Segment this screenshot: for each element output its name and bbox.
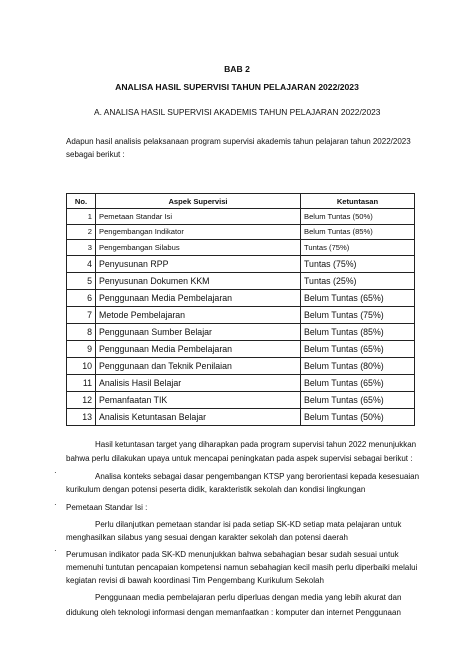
aspect-cell: Penyusunan Dokumen KKM bbox=[96, 272, 301, 289]
table-body bbox=[67, 209, 415, 426]
aspect-cell: Analisis Hasil Belajar bbox=[96, 374, 301, 391]
media-paragraph-line-2: didukung oleh teknologi informasi dengan memanfaatkan : komputer dan internet Penggunaan bbox=[66, 608, 401, 617]
aspect-cell: Penggunaan dan Teknik Penilaian bbox=[96, 357, 301, 374]
completion-cell: Tuntas (75%) bbox=[301, 240, 415, 256]
context-paragraph-line-1: Analisa konteks sebagai dasar pengembangan KTSP yang berorientasi kepada kesesuaian bbox=[95, 472, 420, 481]
mapping-paragraph-line-1: Perlu dilanjutkan pemetaan standar isi pada setiap SK-KD setiap mata pelajaran untuk bbox=[95, 520, 402, 529]
row-number: 9 bbox=[67, 340, 96, 357]
row-number: 13 bbox=[67, 408, 96, 425]
completion-cell: Belum Tuntas (50%) bbox=[301, 209, 415, 225]
row-number: 11 bbox=[67, 374, 96, 391]
completion-cell: Belum Tuntas (85%) bbox=[301, 323, 415, 340]
completion-cell: Belum Tuntas (75%) bbox=[301, 306, 415, 323]
aspect-cell: Pengembangan Silabus bbox=[96, 240, 301, 256]
completion-cell: Belum Tuntas (65%) bbox=[301, 340, 415, 357]
row-number: 4 bbox=[67, 255, 96, 272]
indicator-paragraph-line-1: Perumusan indikator pada SK-KD menunjukkan bahwa sebahagian besar sudah sesuai untuk bbox=[66, 550, 399, 559]
row-number: 8 bbox=[67, 323, 96, 340]
row-number: 5 bbox=[67, 272, 96, 289]
completion-cell: Belum Tuntas (65%) bbox=[301, 374, 415, 391]
bullet-icon: · bbox=[54, 500, 57, 509]
table-row bbox=[67, 272, 415, 289]
table-row bbox=[67, 391, 415, 408]
table-row bbox=[67, 209, 415, 225]
aspect-cell: Pemanfaatan TIK bbox=[96, 391, 301, 408]
bullet-icon: · bbox=[54, 546, 57, 555]
context-paragraph-line-2: kurikulum dengan potensi peserta didik, karakteristik sekolah dan kondisi lingkungan bbox=[66, 485, 366, 494]
table-row bbox=[67, 224, 415, 240]
supervision-table bbox=[66, 193, 415, 426]
table-row bbox=[67, 240, 415, 256]
row-number: 10 bbox=[67, 357, 96, 374]
aspect-cell: Penggunaan Sumber Belajar bbox=[96, 323, 301, 340]
media-paragraph-line-1: Penggunaan media pembelajaran perlu diperluas dengan media yang lebih akurat dan bbox=[95, 593, 402, 602]
standard-mapping-heading: Pemetaan Standar Isi : bbox=[66, 503, 148, 512]
aspect-cell: Penggunaan Media Pembelajaran bbox=[96, 289, 301, 306]
completion-cell: Belum Tuntas (85%) bbox=[301, 224, 415, 240]
row-number: 2 bbox=[67, 224, 96, 240]
aspect-cell: Analisis Ketuntasan Belajar bbox=[96, 408, 301, 425]
intro-line-2: sebagai berikut : bbox=[66, 150, 125, 159]
row-number: 3 bbox=[67, 240, 96, 256]
table-row bbox=[67, 306, 415, 323]
aspect-cell: Pengembangan Indikator bbox=[96, 224, 301, 240]
aspect-cell: Metode Pembelajaran bbox=[96, 306, 301, 323]
completion-cell: Belum Tuntas (65%) bbox=[301, 391, 415, 408]
table-row bbox=[67, 374, 415, 391]
section-title: A. ANALISA HASIL SUPERVISI AKADEMIS TAHUN PELAJARAN 2022/2023 bbox=[94, 107, 381, 117]
result-paragraph-line-2: bahwa perlu dilakukan upaya untuk mencapai peningkatan pada aspek supervisi sebagai berikut : bbox=[66, 454, 413, 463]
completion-cell: Belum Tuntas (65%) bbox=[301, 289, 415, 306]
table-row bbox=[67, 289, 415, 306]
table-row bbox=[67, 255, 415, 272]
chapter-label: BAB 2 bbox=[224, 64, 250, 74]
row-number: 6 bbox=[67, 289, 96, 306]
row-number: 1 bbox=[67, 209, 96, 225]
row-number: 12 bbox=[67, 391, 96, 408]
mapping-paragraph-line-2: menghasilkan silabus yang sesuai dengan karakter sekolah dan potensi daerah bbox=[66, 533, 348, 542]
bullet-icon: · bbox=[54, 468, 57, 477]
table-row bbox=[67, 340, 415, 357]
table-row bbox=[67, 408, 415, 425]
header-ketuntasan: Ketuntasan bbox=[301, 194, 415, 209]
completion-cell: Tuntas (75%) bbox=[301, 255, 415, 272]
aspect-cell: Pemetaan Standar Isi bbox=[96, 209, 301, 225]
chapter-title: ANALISA HASIL SUPERVISI TAHUN PELAJARAN 2022/2023 bbox=[115, 82, 359, 92]
completion-cell: Belum Tuntas (50%) bbox=[301, 408, 415, 425]
indicator-paragraph-line-3: kegiatan revisi di bawah koordinasi Tim Pengembang Kurikulum Sekolah bbox=[66, 576, 324, 585]
indicator-paragraph-line-2: memenuhi tuntutan pencapaian kompetensi namun sebahagian kecil masih perlu diperbaiki melalui bbox=[66, 563, 418, 572]
result-paragraph-line-1: Hasil ketuntasan target yang diharapkan pada program supervisi tahun 2022 menunjukkan bbox=[95, 440, 417, 449]
table-row bbox=[67, 357, 415, 374]
completion-cell: Belum Tuntas (80%) bbox=[301, 357, 415, 374]
header-no: No. bbox=[67, 194, 96, 209]
table-row bbox=[67, 323, 415, 340]
table-header-row bbox=[67, 194, 415, 209]
intro-line-1: Adapun hasil analisis pelaksanaan program supervisi akademis tahun pelajaran tahun 2022/2023 bbox=[66, 137, 411, 146]
aspect-cell: Penyusunan RPP bbox=[96, 255, 301, 272]
completion-cell: Tuntas (25%) bbox=[301, 272, 415, 289]
header-aspek: Aspek Supervisi bbox=[96, 194, 301, 209]
aspect-cell: Penggunaan Media Pembelajaran bbox=[96, 340, 301, 357]
row-number: 7 bbox=[67, 306, 96, 323]
